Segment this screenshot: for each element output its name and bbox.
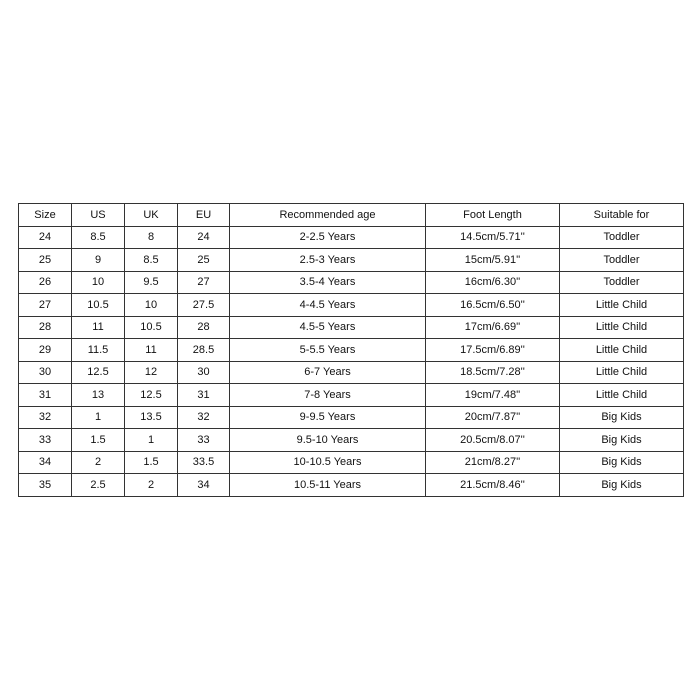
cell-size: 26 [19,271,72,294]
table-row [19,429,684,452]
cell-suitable-for: Big Kids [560,406,684,429]
cell-size: 34 [19,451,72,474]
cell-recommended-age: 9.5-10 Years [230,429,426,452]
cell-uk: 2 [125,474,178,497]
cell-us: 9 [72,249,125,272]
cell-foot-length: 21.5cm/8.46'' [426,474,560,497]
cell-uk: 11 [125,339,178,362]
cell-suitable-for: Big Kids [560,451,684,474]
cell-uk: 13.5 [125,406,178,429]
table-row [19,384,684,407]
table-row [19,316,684,339]
cell-eu: 25 [178,249,230,272]
cell-uk: 12 [125,361,178,384]
cell-us: 11 [72,316,125,339]
header-suitable-for: Suitable for [560,204,684,227]
cell-size: 35 [19,474,72,497]
size-chart-table [18,203,684,497]
cell-suitable-for: Little Child [560,384,684,407]
table-row [19,361,684,384]
cell-size: 24 [19,226,72,249]
cell-recommended-age: 4-4.5 Years [230,294,426,317]
header-foot-length: Foot Length [426,204,560,227]
cell-recommended-age: 4.5-5 Years [230,316,426,339]
cell-foot-length: 17cm/6.69'' [426,316,560,339]
cell-suitable-for: Toddler [560,271,684,294]
cell-size: 29 [19,339,72,362]
cell-suitable-for: Little Child [560,361,684,384]
cell-size: 30 [19,361,72,384]
cell-eu: 31 [178,384,230,407]
cell-us: 8.5 [72,226,125,249]
cell-size: 25 [19,249,72,272]
cell-recommended-age: 10-10.5 Years [230,451,426,474]
table-body [19,226,684,496]
cell-us: 1.5 [72,429,125,452]
header-uk: UK [125,204,178,227]
cell-foot-length: 21cm/8.27'' [426,451,560,474]
cell-recommended-age: 7-8 Years [230,384,426,407]
header-eu: EU [178,204,230,227]
header-row [19,204,684,227]
cell-foot-length: 20.5cm/8.07'' [426,429,560,452]
cell-recommended-age: 2.5-3 Years [230,249,426,272]
cell-foot-length: 19cm/7.48'' [426,384,560,407]
cell-us: 10.5 [72,294,125,317]
cell-suitable-for: Toddler [560,226,684,249]
cell-suitable-for: Little Child [560,316,684,339]
cell-size: 31 [19,384,72,407]
cell-us: 1 [72,406,125,429]
cell-eu: 27 [178,271,230,294]
cell-size: 27 [19,294,72,317]
header-recommended-age: Recommended age [230,204,426,227]
table-row [19,249,684,272]
cell-suitable-for: Toddler [560,249,684,272]
cell-uk: 8.5 [125,249,178,272]
cell-foot-length: 17.5cm/6.89'' [426,339,560,362]
cell-eu: 34 [178,474,230,497]
cell-uk: 9.5 [125,271,178,294]
cell-us: 11.5 [72,339,125,362]
cell-eu: 24 [178,226,230,249]
cell-size: 28 [19,316,72,339]
table-row [19,294,684,317]
cell-us: 2.5 [72,474,125,497]
cell-eu: 33 [178,429,230,452]
cell-recommended-age: 9-9.5 Years [230,406,426,429]
cell-foot-length: 20cm/7.87'' [426,406,560,429]
cell-suitable-for: Big Kids [560,429,684,452]
cell-uk: 12.5 [125,384,178,407]
cell-uk: 1.5 [125,451,178,474]
header-us: US [72,204,125,227]
cell-size: 32 [19,406,72,429]
cell-eu: 28 [178,316,230,339]
cell-uk: 8 [125,226,178,249]
cell-eu: 28.5 [178,339,230,362]
table-row [19,406,684,429]
cell-uk: 10 [125,294,178,317]
cell-us: 12.5 [72,361,125,384]
cell-recommended-age: 5-5.5 Years [230,339,426,362]
table-row [19,474,684,497]
cell-suitable-for: Big Kids [560,474,684,497]
table-row [19,339,684,362]
cell-foot-length: 16.5cm/6.50'' [426,294,560,317]
cell-recommended-age: 6-7 Years [230,361,426,384]
cell-recommended-age: 2-2.5 Years [230,226,426,249]
cell-suitable-for: Little Child [560,339,684,362]
cell-suitable-for: Little Child [560,294,684,317]
cell-foot-length: 15cm/5.91'' [426,249,560,272]
cell-uk: 10.5 [125,316,178,339]
cell-recommended-age: 10.5-11 Years [230,474,426,497]
cell-foot-length: 16cm/6.30'' [426,271,560,294]
cell-eu: 33.5 [178,451,230,474]
header-size: Size [19,204,72,227]
table-row [19,451,684,474]
cell-foot-length: 18.5cm/7.28'' [426,361,560,384]
cell-size: 33 [19,429,72,452]
cell-uk: 1 [125,429,178,452]
cell-us: 10 [72,271,125,294]
cell-us: 13 [72,384,125,407]
cell-eu: 30 [178,361,230,384]
table-row [19,271,684,294]
cell-us: 2 [72,451,125,474]
cell-recommended-age: 3.5-4 Years [230,271,426,294]
cell-eu: 32 [178,406,230,429]
cell-eu: 27.5 [178,294,230,317]
table-row [19,226,684,249]
cell-foot-length: 14.5cm/5.71'' [426,226,560,249]
